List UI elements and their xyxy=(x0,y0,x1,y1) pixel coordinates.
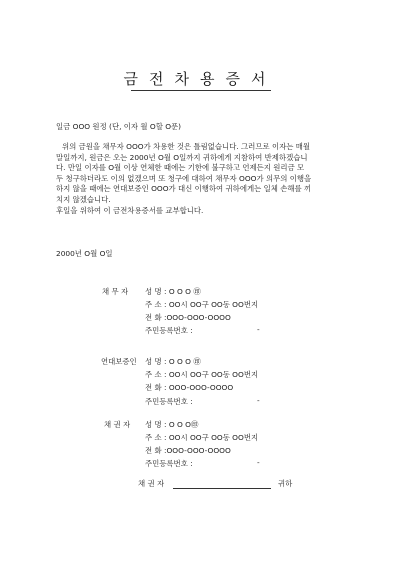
body-line: 말일까지, 원금은 오는 2000년 O월 O일까지 귀하에게 지참하여 반제하겠습니 xyxy=(56,152,308,162)
creditor-id-dash: - xyxy=(257,458,260,467)
body-text xyxy=(56,142,311,216)
debtor-id-label: 주민등록번호 : xyxy=(145,326,193,335)
creditor-name: 성 명 : O O O㊞ xyxy=(145,420,199,429)
guarantor-id-label: 주민등록번호 : xyxy=(145,397,193,406)
creditor-phone: 전 화 :OOO-OOO-OOOO xyxy=(145,446,231,455)
creditor-id-label: 주민등록번호 : xyxy=(145,459,193,468)
debtor-address: 주 소 : OO시 OO구 OO동 OO번지 xyxy=(145,300,259,309)
signature-line xyxy=(173,488,271,489)
debtor-role: 채 무 자 xyxy=(102,287,129,296)
guarantor-name: 성 명 : O O O ㊞ xyxy=(145,357,201,366)
body-line: 위의 금원을 채무자 OOO가 차용한 것은 틀림없습니다. 그러므로 이자는 매월 xyxy=(62,142,310,151)
debtor-phone: 전 화 :OOO-OOO-OOOO xyxy=(145,313,231,322)
title-underline xyxy=(131,90,271,91)
body-line: 하지 않을 때에는 연대보증인 OOO가 대신 이행하여 귀하에게는 일체 손해를 끼 xyxy=(56,184,312,194)
body-line: 두 청구하더라도 이의 없겠으며 또 청구에 대하여 채무자 OOO가 의무의 이행을 xyxy=(56,173,312,183)
guarantor-role: 연대보증인 xyxy=(101,357,137,366)
addressee-suffix: 귀하 xyxy=(278,479,293,488)
body-line: 다. 만일 이자를 O월 이상 연체한 때에는 기한에 불구하고 언제든지 원리금 모 xyxy=(56,163,305,173)
guarantor-address: 주 소 : OO시 OO구 OO동 OO번지 xyxy=(145,370,259,379)
debtor-id-dash: - xyxy=(257,325,260,334)
guarantor-phone: 전 화 : OOO-OOO-OOOO xyxy=(145,383,234,392)
creditor-address: 주 소 : OO시 OO구 OO동 OO번지 xyxy=(145,433,259,442)
document-date: 2000년 O월 O일 xyxy=(56,249,113,258)
document-title: 금전차용증서 xyxy=(123,70,277,88)
creditor-role: 채 권 자 xyxy=(104,420,131,429)
debtor-name: 성 명 : O O O ㊞ xyxy=(145,287,201,296)
loan-amount: 일금 OOO 원정 (단, 이자 월 O할 O푼) xyxy=(56,122,182,131)
body-line: 후일을 위하여 이 금전차용증서를 교부합니다. xyxy=(56,205,204,215)
body-line: 치지 않겠습니다. xyxy=(56,194,111,204)
guarantor-id-dash: - xyxy=(257,396,260,405)
addressee-role: 채 권 자 xyxy=(138,479,165,488)
